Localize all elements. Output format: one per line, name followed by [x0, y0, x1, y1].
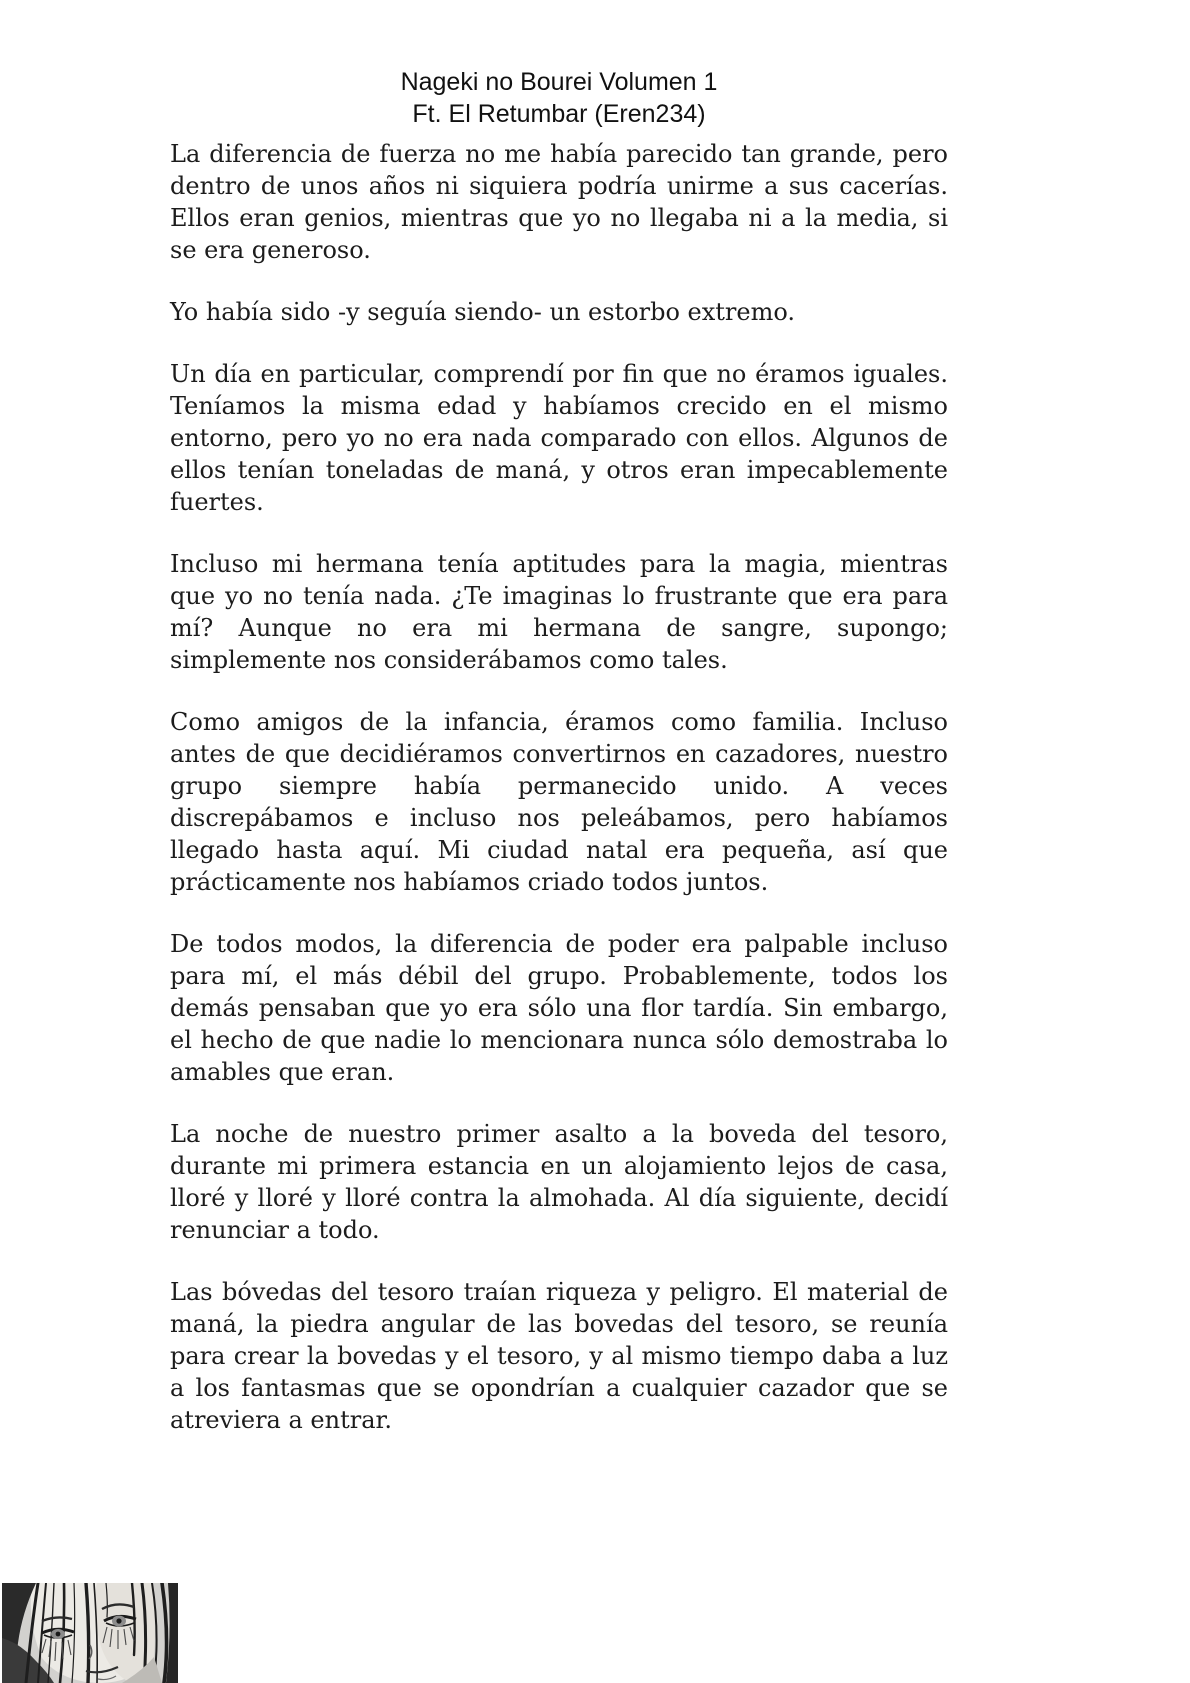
document-body-text: [170, 138, 948, 1436]
paragraph: Un día en particular, comprendí por fin que no éramos iguales. Teníamos la misma edad y habíamos crecido en el mismo entorno, pero yo no era nada comparado con ellos. Algunos de ellos tenían toneladas de maná, y otros eran impecablemente fuertes.: [170, 360, 948, 516]
page-subtitle: Ft. El Retumbar (Eren234): [412, 100, 706, 128]
page-title: Nageki no Bourei Volumen 1: [400, 68, 718, 96]
paragraph: Como amigos de la infancia, éramos como familia. Incluso antes de que decidiéramos convertirnos en cazadores, nuestro grupo siempre había permanecido unido. A veces discrepábamos e incluso nos peleábamos, pero habíamos llegado hasta aquí. Mi ciudad natal era pequeña, así que prácticamente nos habíamos criado todos juntos.: [170, 708, 948, 896]
paragraph: La noche de nuestro primer asalto a la boveda del tesoro, durante mi primera estancia en un alojamiento lejos de casa, lloré y lloré y lloré contra la almohada. Al día siguiente, decidí renunciar a todo.: [170, 1120, 948, 1244]
paragraph: La diferencia de fuerza no me había parecido tan grande, pero dentro de unos años ni siquiera podría unirme a sus cacerías. Ellos eran genios, mientras que yo no llegaba ni a la media, si se era generoso.: [170, 140, 948, 264]
paragraph: Yo había sido -y seguía siendo- un estorbo extremo.: [170, 298, 796, 326]
paragraph: Incluso mi hermana tenía aptitudes para la magia, mientras que yo no tenía nada. ¿Te imaginas lo frustrante que era para mí? Aunque no era mi hermana de sangre, supongo; simplemente nos considerábamos como tales.: [170, 550, 948, 674]
manga-face-illustration: [2, 1583, 178, 1683]
paragraph: Las bóvedas del tesoro traían riqueza y peligro. El material de maná, la piedra angular de las bovedas del tesoro, se reunía para crear la bovedas y el tesoro, y al mismo tiempo daba a luz a los fantasmas que se opondrían a cualquier cazador que se atreviera a entrar.: [170, 1278, 948, 1434]
paragraph: De todos modos, la diferencia de poder era palpable incluso para mí, el más débil del grupo. Probablemente, todos los demás pensaban que yo era sólo una flor tardía. Sin embargo, el hecho de que nadie lo mencionara nunca sólo demostraba lo amables que eran.: [170, 930, 948, 1086]
document-header: [170, 0, 948, 130]
manga-face-image: [2, 1583, 178, 1683]
